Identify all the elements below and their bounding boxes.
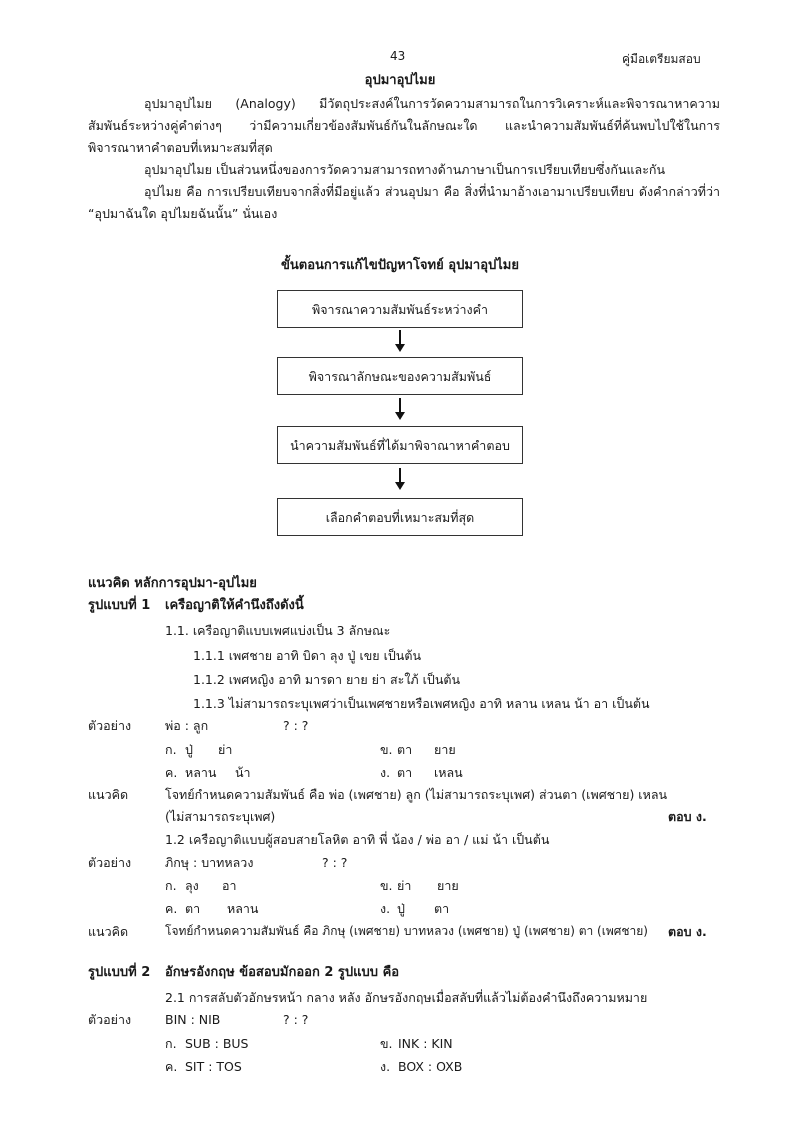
down-arrow-icon: [392, 398, 408, 422]
pattern-1-title: เครือญาติให้คำนึงถึงดังนี้: [165, 598, 304, 613]
example-question-mark: ? : ?: [283, 718, 309, 733]
example-question: ภิกษุ : บาทหลวง: [165, 855, 254, 870]
choice-term-b: หลาน: [227, 901, 259, 916]
choice-key: ค.: [165, 765, 178, 780]
example-question-mark: ? : ?: [322, 855, 348, 870]
kinship-item-2: 1.1.2 เพศหญิง อาทิ มารดา ยาย ย่า สะใภ้ เป็นต้น: [193, 672, 461, 687]
example-question-mark: ? : ?: [283, 1012, 309, 1027]
example-label: ตัวอย่าง: [88, 855, 132, 870]
choice-text: SUB : BUS: [185, 1036, 249, 1051]
concept-text: โจทย์กำหนดความสัมพันธ์ คือ พ่อ (เพศชาย) ลูก (ไม่สามารถระบุเพศ) ส่วนตา (เพศชาย) เหลน: [165, 787, 668, 802]
choice-key: ก.: [165, 878, 177, 893]
concept-text-continued: (ไม่สามารถระบุเพศ): [165, 809, 276, 824]
flow-step-4: [277, 498, 523, 536]
choice-term-a: ปู่: [397, 901, 405, 916]
running-title: คู่มือเตรียมสอบ: [622, 52, 701, 66]
choice-term-a: ย่า: [397, 878, 412, 893]
intro-section: [88, 93, 720, 225]
choice-term-a: ตา: [397, 765, 413, 780]
choice-key: ค.: [165, 1059, 178, 1074]
choice-term-b: น้า: [235, 765, 251, 780]
pattern-2-sub-1: 2.1 การสลับตัวอักษรหน้า กลาง หลัง อักษรอังกฤษเมื่อสลับที่แล้วไม่ต้องคำนึงถึงความหมาย: [165, 990, 648, 1005]
concept-label: แนวคิด: [88, 924, 129, 939]
choice-term-a: หลาน: [185, 765, 217, 780]
intro-paragraph-1: อุปมาอุปไมย (Analogy) มีวัตถุประสงค์ในการวัดความสามารถในการวิเคราะห์และพิจารณาหาความสัมพันธ์ระหว่างคู่คำต่างๆ ว่ามีความเกี่ยวข้องสัมพันธ์กันในลักษณะใด และนำความสัมพันธ์ที่ค้นพบไปใช้ในการพิจารณาหาคำตอบที่เหมาะสมที่สุด: [88, 96, 720, 155]
concept-text: โจทย์กำหนดความสัมพันธ์ คือ ภิกษุ (เพศชาย) บาทหลวง (เพศชาย) ปู่ (เพศชาย) ตา (เพศชาย): [165, 924, 648, 938]
example-question: พ่อ : ลูก: [165, 718, 209, 733]
choice-term-a: ลุง: [185, 878, 199, 893]
down-arrow-icon: [392, 330, 408, 354]
page-number: 43: [390, 49, 406, 63]
intro-paragraph-2: อุปมาอุปไมย เป็นส่วนหนึ่งของการวัดความสามารถทางด้านภาษาเป็นการเปรียบเทียบซึ่งกันและกัน: [144, 162, 666, 177]
choice-term-b: ยาย: [437, 878, 459, 893]
choice-term-a: ปู่: [185, 742, 193, 757]
choice-text: SIT : TOS: [185, 1059, 242, 1074]
down-arrow-icon: [392, 468, 408, 492]
pattern-1-sub-1: 1.1. เครือญาติแบบเพศแบ่งเป็น 3 ลักษณะ: [165, 623, 391, 638]
flow-step-1: [277, 290, 523, 328]
choice-key: ค.: [165, 901, 178, 916]
flow-step-label: พิจารณาลักษณะของความสัมพันธ์: [308, 368, 492, 384]
choice-text: BOX : OXB: [398, 1059, 463, 1074]
pattern-1-sub-2: 1.2 เครือญาติแบบผู้สอบสายโลหิต อาทิ พี่ น้อง / พ่อ อา / แม่ น้า เป็นต้น: [165, 832, 550, 847]
flow-heading: ขั้นตอนการแก้ไขปัญหาโจทย์ อุปมาอุปไมย: [281, 258, 519, 273]
pattern-2-label: รูปแบบที่ 2: [88, 965, 151, 980]
example-label: ตัวอย่าง: [88, 718, 132, 733]
concept-label: แนวคิด: [88, 787, 129, 802]
choice-term-b: เหลน: [434, 765, 463, 780]
choice-text: INK : KIN: [398, 1036, 453, 1051]
flow-step-3: [277, 426, 523, 464]
concept-heading: แนวคิด หลักการอุปมา-อุปไมย: [88, 576, 257, 591]
choice-term-a: ตา: [185, 901, 201, 916]
kinship-item-1: 1.1.1 เพศชาย อาทิ บิดา ลุง ปู่ เขย เป็นต้น: [193, 648, 421, 663]
choice-term-b: อา: [222, 878, 237, 893]
choice-key: ข.: [380, 1036, 393, 1051]
intro-paragraph-3: อุปไมย คือ การเปรียบเทียบจากสิ่งที่มีอยู่แล้ว ส่วนอุปมา คือ สิ่งที่นำมาอ้างเอามาเปรียบเทียบ ดังคำกล่าวที่ว่า “อุปมาฉันใด อุปไมยฉันนั้น” นั่นเอง: [88, 184, 720, 221]
choice-key: ก.: [165, 1036, 177, 1051]
choice-key: ข.: [380, 878, 393, 893]
flow-step-label: พิจารณาความสัมพันธ์ระหว่างคำ: [311, 301, 489, 317]
choice-term-b: ยาย: [434, 742, 456, 757]
kinship-item-3: 1.1.3 ไม่สามารถระบุเพศว่าเป็นเพศชายหรือเพศหญิง อาทิ หลาน เหลน น้า อา เป็นต้น: [193, 696, 650, 711]
answer: ตอบ ง.: [668, 924, 707, 939]
choice-key: ก.: [165, 742, 177, 757]
choice-term-b: ตา: [434, 901, 450, 916]
answer: ตอบ ง.: [668, 809, 707, 824]
flow-step-2: [277, 357, 523, 395]
choice-key: ง.: [380, 1059, 391, 1074]
pattern-1-label: รูปแบบที่ 1: [88, 598, 151, 613]
page-title: อุปมาอุปไมย: [364, 73, 436, 88]
choice-term-a: ตา: [397, 742, 413, 757]
flow-step-label: นำความสัมพันธ์ที่ได้มาพิจาณาหาคำตอบ: [290, 437, 510, 453]
choice-key: ข.: [380, 742, 393, 757]
example-question: BIN : NIB: [165, 1012, 221, 1027]
choice-key: ง.: [380, 901, 391, 916]
choice-key: ง.: [380, 765, 391, 780]
pattern-2-title: อักษรอังกฤษ ข้อสอบมักออก 2 รูปแบบ คือ: [165, 965, 400, 980]
choice-term-b: ย่า: [218, 742, 233, 757]
flow-step-label: เลือกคำตอบที่เหมาะสมที่สุด: [325, 509, 475, 525]
example-label: ตัวอย่าง: [88, 1012, 132, 1027]
